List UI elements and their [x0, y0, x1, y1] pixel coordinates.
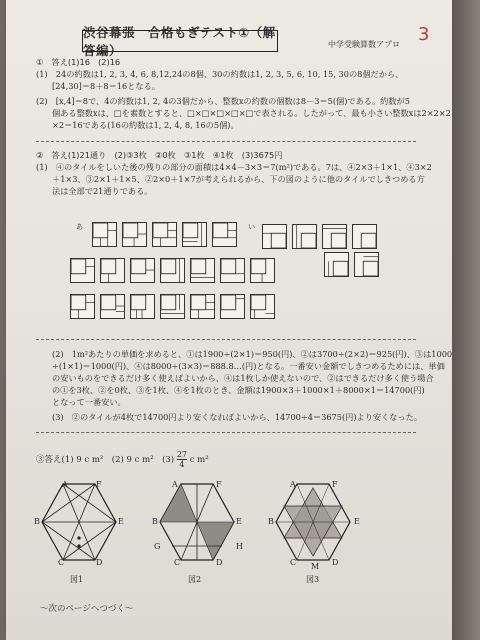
tile-diagram: [130, 294, 155, 319]
q1-part2-line1: (2) [x,4]＝8で、4の約数は1, 2, 4の3個だから、整数xの約数の個数は8－3＝5(個)である。約数が5: [36, 96, 410, 106]
q2-answer: ② 答え(1)21通り (2)③3枚 ②0枚 ③1枚 ④1枚 (3)3675円: [36, 150, 283, 160]
tile-diagram: [324, 252, 349, 277]
tile-diagram: [292, 224, 317, 249]
q2-part2-line4: の①を3枚、②を0枚、③を1枚、④を1枚のとき、金額は1900×3＋1000×1＋8000×1＝14700(円): [52, 385, 425, 395]
label-a: あ: [76, 223, 83, 231]
q2-part2-line5: となって一番安い。: [52, 397, 126, 407]
footer-continue: ～次のページへつづく～: [40, 604, 134, 614]
figure-1-hexagon: [36, 478, 122, 570]
tile-diagram: [152, 222, 177, 247]
q2-part1-line2: ＋1×3、③2×1＋1×5、②2×0＋1×7が考えられるから、下の図のように他のタイルでしきつめる方: [52, 174, 425, 184]
fig1-vertex-f: F: [96, 480, 102, 489]
tile-row-1: [92, 222, 237, 247]
fig2-vertex-b: B: [152, 517, 158, 526]
page-title: 渋谷幕張 合格もぎテスト①（解答編）: [82, 30, 278, 52]
tile-diagram: [212, 222, 237, 247]
tile-row-3: [70, 294, 275, 319]
q3-answer: [36, 450, 209, 469]
q3-unit: c m²: [189, 455, 209, 465]
q2-part3-line1: (3) ②のタイルが4枚で14700円より安くなればよいから、14700÷4＝3675(円)より安くなった。: [52, 412, 423, 422]
q1-part2-line2: 個ある整数xは、□を素数とすると、□×□×□×□×□で表される。したがって、最も小さい整数xは2×2×2: [52, 108, 451, 118]
tile-diagram: [250, 258, 275, 283]
tile-diagram: [220, 294, 245, 319]
figure-2-hexagon: [154, 478, 240, 570]
tile-diagram: [130, 258, 155, 283]
tile-diagram: [182, 222, 207, 247]
fraction-denominator: 4: [179, 460, 185, 469]
tile-diagram: [70, 258, 95, 283]
tile-diagram: [122, 222, 147, 247]
q2-part1-line3: 法は全部で21通りである。: [52, 186, 153, 196]
tile-row-1b: [262, 224, 377, 249]
fig1-caption: 図1: [70, 575, 84, 584]
fig1-vertex-a: A: [62, 480, 68, 489]
fig3-caption: 図3: [306, 575, 320, 584]
tile-diagram: [190, 258, 215, 283]
tile-diagram: [190, 294, 215, 319]
answer-sheet: [6, 0, 452, 640]
fig3-vertex-d: D: [332, 558, 339, 567]
tile-row-2b: [324, 252, 379, 277]
fig3-vertex-m: M: [311, 562, 320, 571]
q3-answer-prefix: ③答え(1) 9 c m² (2) 9 c m² (3): [36, 455, 175, 465]
tile-diagram: [220, 258, 245, 283]
tile-diagram: [160, 258, 185, 283]
fig2-vertex-d: D: [216, 558, 223, 567]
q2-part2-line2: ÷(1×1)＝1000(円)、④は8000÷(3×3)＝888.8…(円)となる。一番安い金額でしきつめるためには、単価: [52, 361, 445, 371]
fig3-vertex-f: F: [332, 480, 338, 489]
section-divider: [36, 141, 416, 142]
fig2-vertex-h: H: [236, 542, 243, 551]
q1-part1-line2: [24,30]＝8＋8＝16となる。: [52, 81, 160, 91]
tile-diagram: [322, 224, 347, 249]
q3-fraction: [177, 450, 187, 469]
background-edge: [452, 0, 480, 640]
tile-diagram: [100, 294, 125, 319]
fig2-vertex-f: F: [216, 480, 222, 489]
fig3-vertex-b: B: [268, 517, 274, 526]
fig1-vertex-d: D: [96, 558, 103, 567]
fig1-vertex-c: C: [58, 558, 65, 567]
figure-3-hexagon: [270, 478, 356, 570]
fig2-vertex-a: A: [172, 480, 178, 489]
q1-answer: ① 答え(1)16 (2)16: [36, 57, 121, 67]
tile-diagram: [262, 224, 287, 249]
fig2-vertex-g: G: [154, 542, 161, 551]
fig1-vertex-b: B: [34, 517, 40, 526]
fig3-vertex-c: C: [290, 558, 297, 567]
fig2-vertex-c: C: [174, 558, 181, 567]
q2-part2-line1: (2) 1m²あたりの単価を求めると、①は1900÷(2×1)＝950(円)、②は3700÷(2×2)＝925(円)、③は1000: [52, 349, 452, 359]
fig3-vertex-a: A: [290, 480, 296, 489]
tile-diagram: [160, 294, 185, 319]
fig1-vertex-e: E: [118, 517, 124, 526]
tile-diagram: [250, 294, 275, 319]
q1-part2-line3: ×2＝16である(16の約数は1, 2, 4, 8, 16の5個)。: [52, 120, 239, 130]
tile-diagram: [70, 294, 95, 319]
label-i: い: [248, 223, 255, 231]
tile-row-2: [70, 258, 275, 283]
section-divider: [36, 339, 416, 340]
tile-diagram: [100, 258, 125, 283]
fig3-vertex-e: E: [354, 517, 360, 526]
tile-diagram: [92, 222, 117, 247]
page-number: 3: [418, 24, 430, 45]
q2-part2-line3: の安いものをできるだけ多く使えばよいから、④は1枚しか使えないので、②はできるだけ多く使う場合: [52, 373, 434, 383]
tile-diagram: [354, 252, 379, 277]
tile-diagram: [352, 224, 377, 249]
fraction-numerator: 27: [176, 450, 187, 459]
q1-part1-line1: (1) 24の約数は1, 2, 3, 4, 6, 8,12,24の8個、30の約数は1, 2, 3, 5, 6, 10, 15, 30の8個だから、: [36, 69, 404, 79]
q2-part1-line1: (1) ④のタイルをしいた後の残りの部分の面積は4×4－3×3＝7(m²)である。7は、④2×3＋1×1、④3×2: [36, 162, 432, 172]
publisher-name: 中学受験算数アプロ: [328, 40, 400, 49]
section-divider: [36, 432, 416, 433]
fig2-vertex-e: E: [236, 517, 242, 526]
fig2-caption: 図2: [188, 575, 202, 584]
